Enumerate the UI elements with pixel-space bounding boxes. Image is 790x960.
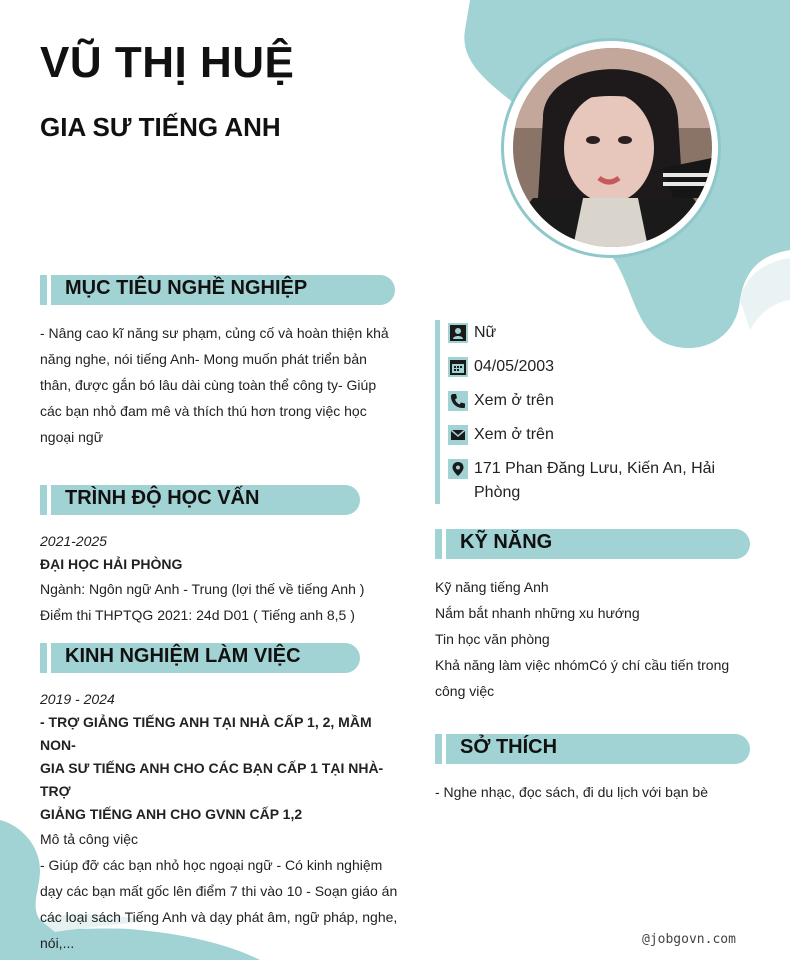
experience-desc-line: nói,...	[40, 935, 75, 951]
experience-period: 2019 - 2024	[40, 691, 115, 707]
contact-gender	[440, 320, 760, 354]
birthday-value: 04/05/2003	[474, 358, 555, 375]
calendar-icon	[448, 357, 468, 377]
experience-title: KINH NGHIỆM LÀM VIỆC	[65, 645, 301, 667]
skill-item: Nắm bắt nhanh những xu hướng	[435, 605, 640, 621]
experience-title-line: GIẢNG TIẾNG ANH CHO GVNN CẤP 1,2	[40, 806, 303, 822]
education-heading	[40, 485, 360, 515]
objective-line: các bạn nhỏ đam mê và thích thú hơn trong việc học	[40, 403, 367, 419]
objective-text	[40, 320, 400, 450]
education-period: 2021-2025	[40, 533, 107, 549]
experience-desc-line: các loại sách Tiếng Anh và dạy phát âm, ngữ pháp, nghe,	[40, 909, 398, 925]
experience-desc-label: Mô tả công việc	[40, 831, 139, 847]
objective-line: năng nghe, nói tiếng Anh- Mong muốn phát triển bản	[40, 351, 367, 367]
education-score: Điểm thi THPTQG 2021: 24d D01 ( Tiếng anh 8,5 )	[40, 607, 355, 623]
experience-title-line: GIA SƯ TIẾNG ANH CHO CÁC BẠN CẤP 1 TẠI NHÀ- TRỢ	[40, 760, 384, 799]
hobbies-title: SỞ THÍCH	[460, 736, 558, 758]
skills-list	[435, 574, 755, 704]
skills-title: KỸ NĂNG	[460, 531, 553, 553]
experience-block	[40, 688, 410, 956]
education-block	[40, 530, 420, 628]
hobbies-text: - Nghe nhạc, đọc sách, đi du lịch với bạn bè	[435, 784, 709, 800]
skill-item: Kỹ năng tiếng Anh	[435, 579, 549, 595]
skill-item: công việc	[435, 683, 495, 699]
education-title: TRÌNH ĐỘ HỌC VẤN	[65, 487, 260, 509]
email-icon	[448, 425, 468, 445]
contact-birthday	[440, 354, 760, 388]
objective-line: thân, được gắn bó lâu dài cùng toàn thể công ty- Giúp	[40, 377, 377, 393]
education-school: ĐẠI HỌC HẢI PHÒNG	[40, 556, 183, 572]
contact-address	[440, 456, 760, 504]
experience-desc-line: - Giúp đỡ các bạn nhỏ học ngoại ngữ - Có kinh nghiệm	[40, 857, 383, 873]
phone-icon	[448, 391, 468, 411]
skill-item: Tin học văn phòng	[435, 631, 550, 647]
skills-heading	[435, 529, 750, 559]
person-icon	[448, 323, 468, 343]
experience-desc-line: dạy các bạn mất gốc lên điểm 7 thi vào 10 - Soạn giáo án	[40, 883, 398, 899]
email-value: Xem ở trên	[474, 426, 554, 443]
location-icon	[448, 459, 468, 479]
experience-heading	[40, 643, 360, 673]
address-value: 171 Phan Đăng Lưu, Kiến An, Hải Phòng	[474, 460, 716, 501]
objective-line: - Nâng cao kĩ năng sư phạm, củng cố và hoàn thiện khả	[40, 325, 389, 341]
skill-item: Khả năng làm việc nhómCó ý chí cầu tiến trong	[435, 657, 730, 673]
contact-phone	[440, 388, 760, 422]
avatar	[513, 48, 712, 247]
contact-list	[435, 320, 760, 504]
education-major: Ngành: Ngôn ngữ Anh - Trung (lợi thế về tiếng Anh )	[40, 581, 365, 597]
contact-email	[440, 422, 760, 456]
phone-value: Xem ở trên	[474, 392, 554, 409]
experience-title-line: - TRỢ GIẢNG TIẾNG ANH TẠI NHÀ CẤP 1, 2, MẦM NON-	[40, 714, 372, 753]
candidate-name: VŨ THỊ HUỆ	[40, 38, 295, 87]
gender-value: Nữ	[474, 324, 497, 341]
objective-title: MỤC TIÊU NGHỀ NGHIỆP	[65, 277, 308, 299]
footer-watermark: @jobgovn.com	[642, 932, 736, 947]
objective-heading	[40, 275, 395, 305]
job-title: GIA SƯ TIẾNG ANH	[40, 112, 281, 142]
objective-line: ngoại ngữ	[40, 429, 104, 445]
hobbies-heading	[435, 734, 750, 764]
